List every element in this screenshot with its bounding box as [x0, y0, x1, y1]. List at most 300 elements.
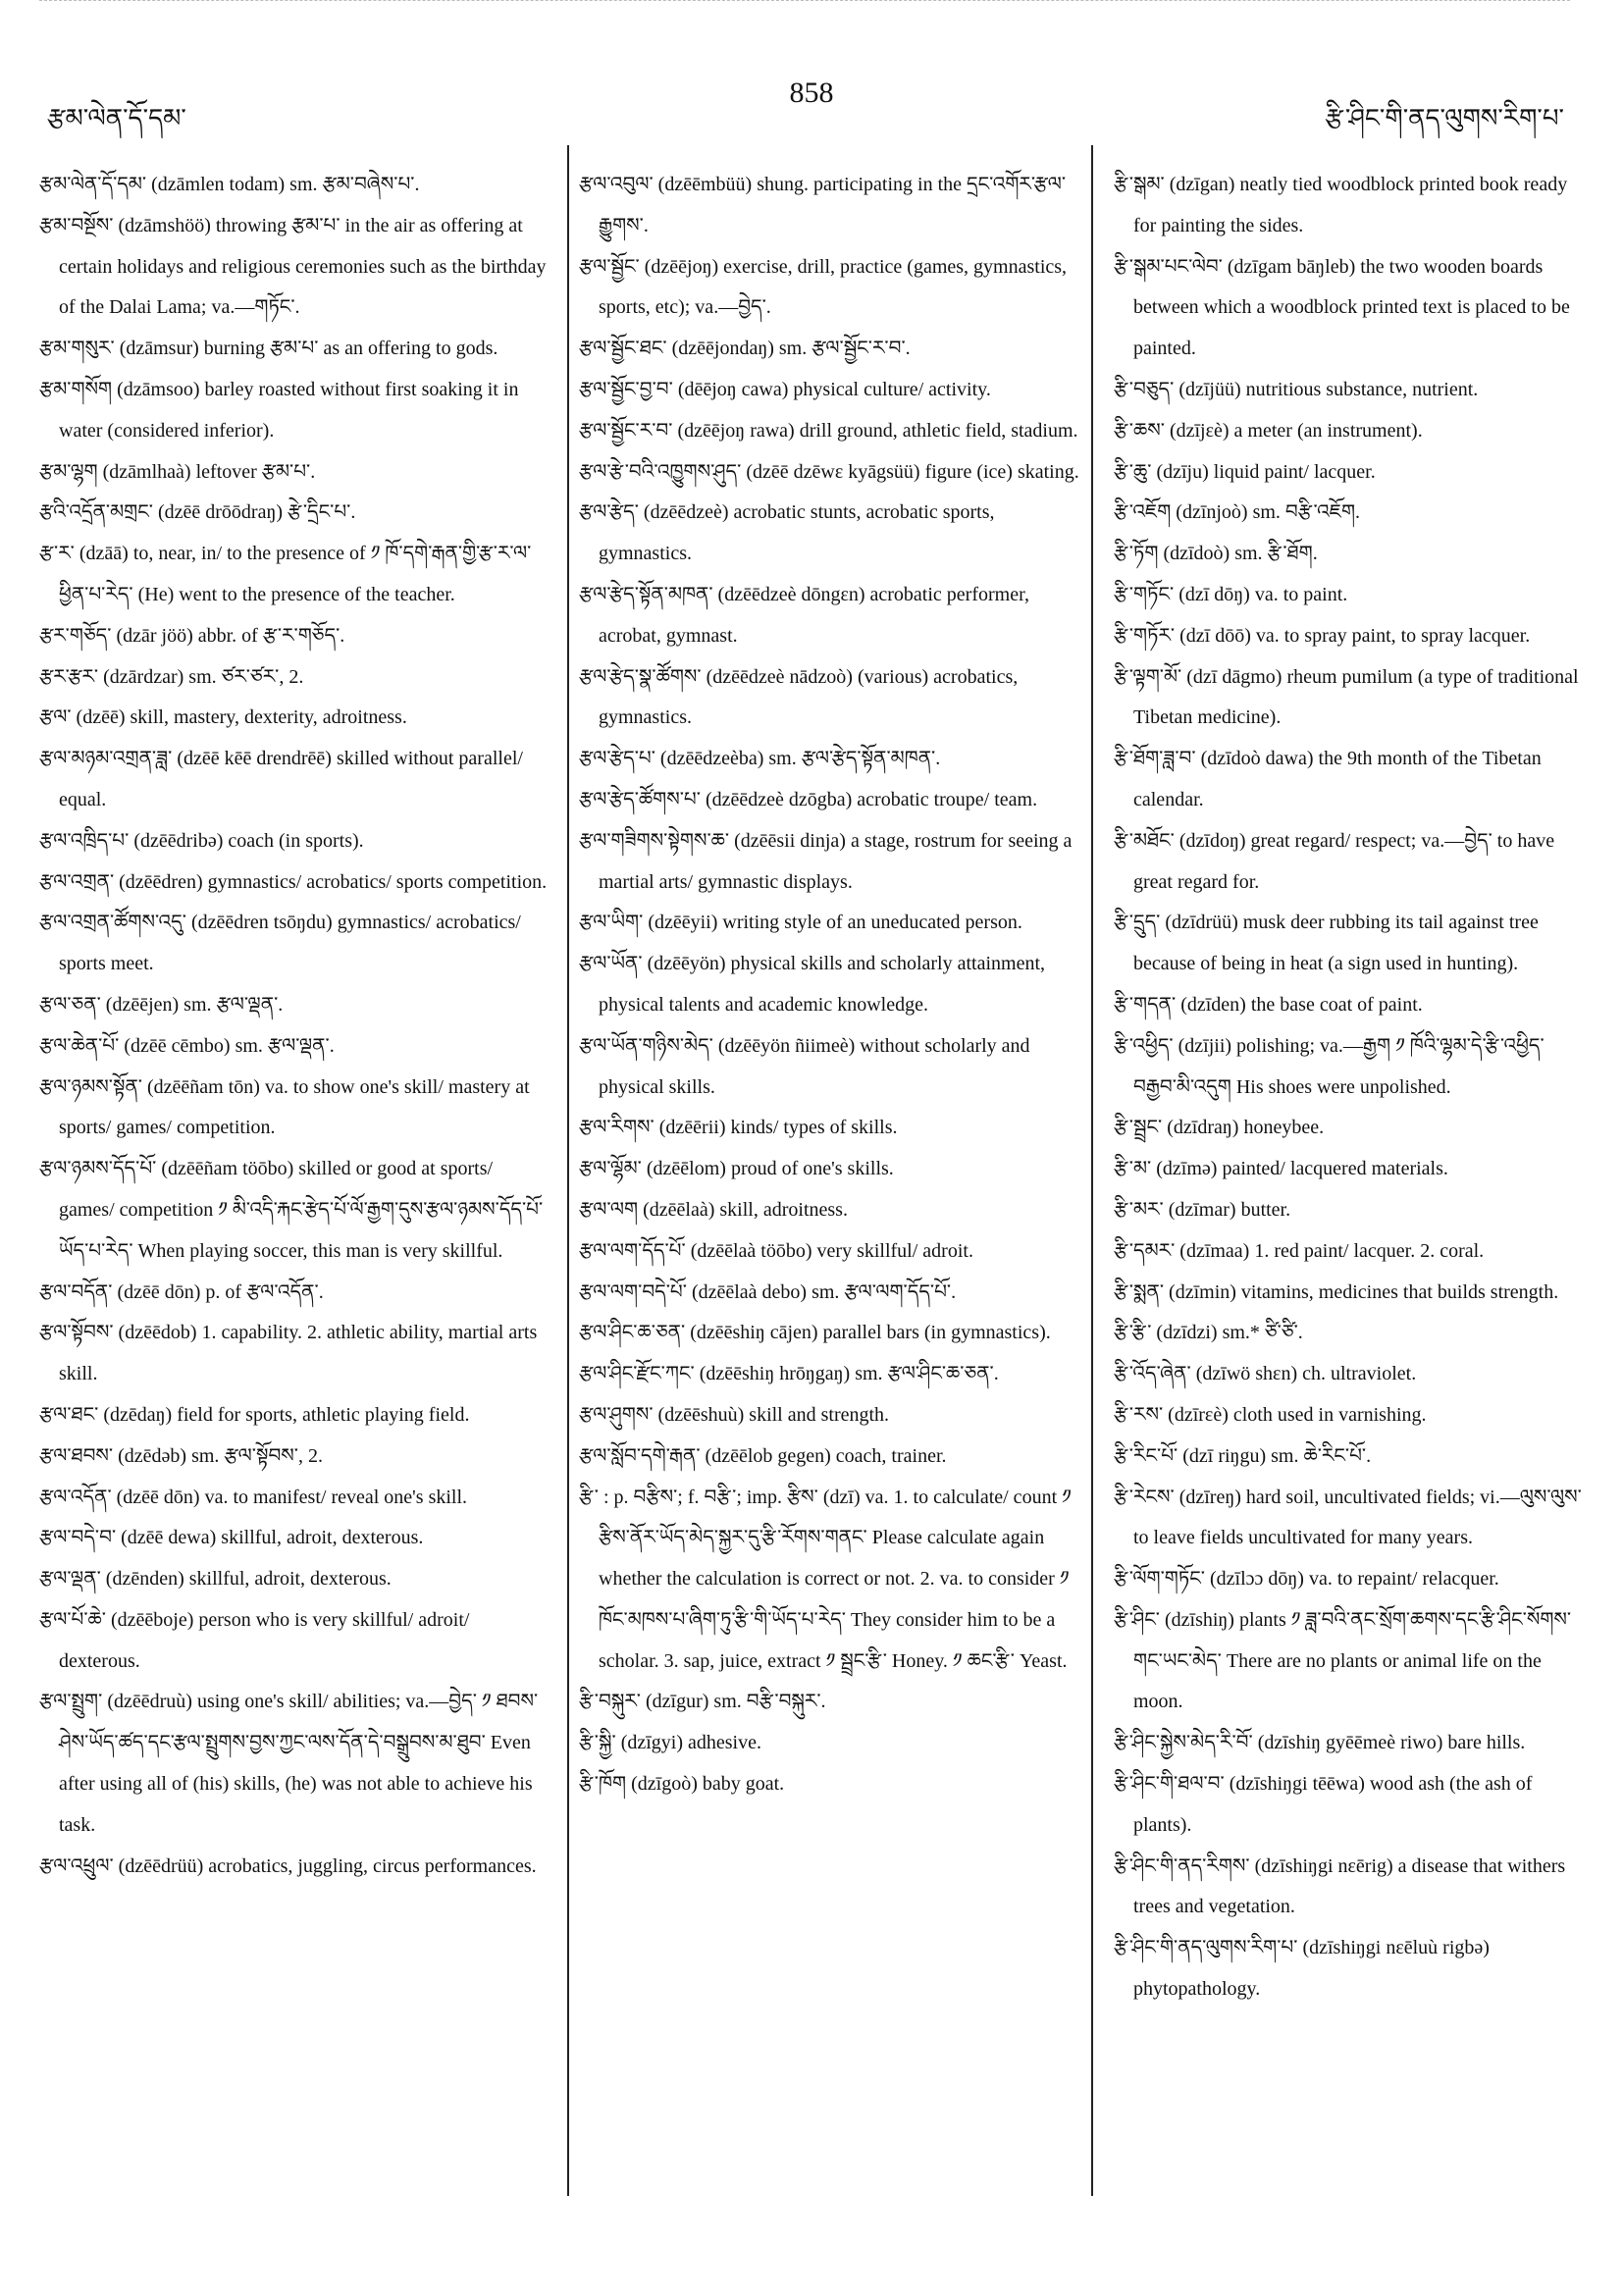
entry-headword: རྩལ་སློབ་དགེ་རྒན་ [579, 1444, 701, 1467]
entry-pronunciation: (dzēdəb) [118, 1444, 187, 1467]
dictionary-entry [39, 1068, 550, 1150]
entry-pronunciation: (dzēē kēē drendrēē) [177, 748, 332, 770]
entry-definition: without scholarly and physical skills. [599, 1034, 1030, 1098]
entry-headword: རྩལ་འགྲན་ [39, 870, 115, 893]
dictionary-entry [1114, 1026, 1585, 1109]
dictionary-entry [579, 370, 1089, 411]
entry-pronunciation: (dzēēboje) [110, 1608, 194, 1631]
entry-headword: རྩལ་ཉམས་སྟོན་ [39, 1075, 142, 1098]
dictionary-entry [39, 1682, 550, 1846]
entry-headword: རྩལ་འབུལ་ [579, 174, 654, 195]
entry-headword: རྩི་ཆུ་ [1114, 460, 1152, 483]
entry-definition: throwing རྩམ་པ་ in the air as offering at certain holidays and religious ceremonies such as the birthday of the Dalai Lama; va.—གཏོང་. [59, 214, 547, 319]
entry-definition: va. to manifest/ reveal one's skill. [204, 1486, 468, 1508]
dictionary-entry [1114, 1149, 1585, 1190]
dictionary-entry [1114, 370, 1585, 411]
dictionary-entry [579, 165, 1089, 247]
entry-headword: རྩལ་ཡོན་ [579, 953, 643, 975]
dictionary-entry [579, 1764, 1089, 1805]
entry-definition: sm. རྩམ་བཞེས་པ་. [289, 174, 420, 195]
entry-pronunciation: (dzēēñam töōbo) [161, 1158, 294, 1180]
entry-definition: skillful, adroit, dexterous. [221, 1527, 424, 1549]
dictionary-entry [39, 1559, 550, 1600]
entry-definition: ch. ultraviolet. [1302, 1363, 1417, 1385]
entry-pronunciation: (dzījii) [1178, 1034, 1232, 1057]
entry-headword: རྩི་འཇོག [1114, 501, 1172, 524]
dictionary-entry [579, 329, 1089, 370]
entry-pronunciation: (dzēējen) [105, 993, 180, 1016]
entry-headword: རྩལ་ཅན་ [39, 993, 101, 1016]
entry-headword: རྩའི་འདྲོན་མགྲང་ [39, 501, 153, 524]
entry-headword: རྩལ་རྩེད་སྣ་ཚོགས་ [579, 665, 702, 688]
entry-definition: a meter (an instrument). [1233, 419, 1423, 442]
entry-pronunciation: (dzīmin) [1169, 1280, 1236, 1303]
entry-pronunciation: (dzī dōŋ) [1178, 583, 1250, 605]
dictionary-entry [1114, 411, 1585, 452]
entry-definition: baby goat. [702, 1773, 785, 1796]
entry-definition: sm. ཙར་ཙར་, 2. [188, 665, 304, 688]
entry-headword: རྩི་སྨན་ [1114, 1280, 1165, 1303]
dictionary-entry [579, 1149, 1089, 1190]
entry-definition: field for sports, athletic playing field. [177, 1403, 470, 1426]
entry-definition: sm. རྩལ་ཤིང་ཆ་ཅན་. [855, 1363, 999, 1385]
entry-headword: རྩི་བཅུད་ [1114, 378, 1175, 400]
entry-pronunciation: (dzēēlaà töōbo) [690, 1239, 812, 1262]
dictionary-entry [39, 1600, 550, 1683]
entry-pronunciation: (dzīshiŋ gyēēmeè riwo) [1257, 1732, 1443, 1754]
dictionary-entry [1114, 657, 1585, 740]
dictionary-entry [1114, 1313, 1585, 1354]
entry-headword: རྩི་ཁོག [579, 1773, 627, 1796]
entry-headword: རྩལ་འཁྲིད་པ་ [39, 829, 130, 852]
entry-pronunciation: (dzēēlaà) [643, 1198, 715, 1221]
dictionary-entry [39, 862, 550, 904]
entry-definition: va. 1. to calculate/ count ༡ རྩིས་ནོར་ཡོད་མེད་སྐྱར་དུ་རྩི་རོགས་གནང་ Please calculate again whether the calculation is correct or not. 2. va. to consider ༡ ཁོང་མཁས་པ་ཞིག་ཏུ་རྩི་གི་ཡོད་པ་རེད་ They consider him to be a scholar. 3. sap, juice, extract ༡ སྦྲང་རྩི་ Honey. ༡ ཆང་རྩི་ Yeast. [599, 1486, 1072, 1672]
entry-pronunciation: (dzīdoò dawa) [1200, 748, 1314, 770]
entry-definition: nutritious substance, nutrient. [1245, 378, 1479, 400]
entry-definition: hard soil, uncultivated fields; vi.—ལུས་ལུས་ to leave fields uncultivated for many years. [1133, 1486, 1582, 1549]
entry-definition: leftover རྩམ་པ་. [195, 460, 316, 483]
entry-headword: རྩལ་ལྡན་ [39, 1568, 101, 1591]
entry-pronunciation: (dzēēlob gegen) [705, 1444, 831, 1467]
entry-pronunciation: (dzēēdren) [119, 870, 203, 893]
entry-headword: རྩལ་ཤིང་རྫོང་ཀང་ [579, 1363, 695, 1385]
entry-headword: རྩི་ [579, 1486, 599, 1508]
entry-headword: རྩམ་གསུར་ [39, 338, 115, 360]
entry-headword: རྩི་སྒམ་པང་ལེབ་ [1114, 255, 1223, 278]
entry-definition: musk deer rubbing its tail against tree because of being in heat (a sign used in hunting). [1133, 912, 1539, 975]
entry-pronunciation: (dzī dōō) [1179, 624, 1251, 647]
dictionary-entry [579, 739, 1089, 780]
entry-headword: རྩི་ལོག་གཏོང་ [1114, 1568, 1205, 1591]
dictionary-entry [39, 1313, 550, 1395]
entry-pronunciation: (dzēēdzeè nādzoò) [706, 665, 853, 688]
dictionary-entry [39, 206, 550, 329]
entry-headword: རྩལ་འགྲན་ཚོགས་འདུ་ [39, 912, 186, 934]
entry-headword: རྩི་མར་ [1114, 1198, 1164, 1221]
entry-pronunciation: (dzēdaŋ) [103, 1403, 173, 1426]
dictionary-entry [579, 821, 1089, 904]
entry-pronunciation: (dzāmshöö) [118, 214, 211, 236]
dictionary-entry [39, 165, 550, 206]
entry-definition: physical skills and scholarly attainment, physical talents and academic knowledge. [599, 953, 1046, 1016]
dictionary-entry [1114, 1764, 1585, 1847]
entry-headword: རྩི་རྩི་ [1114, 1322, 1152, 1344]
entry-definition: phytopathology. [1133, 1978, 1261, 2001]
entry-definition: skillful, adroit, dexterous. [188, 1568, 392, 1591]
entry-definition: acrobatic stunts, acrobatic sports, gymnastics. [599, 501, 995, 565]
entry-definition: person who is very skillful/ adroit/ dexterous. [59, 1608, 470, 1672]
entry-pronunciation: (dzēēyön) [647, 953, 726, 975]
top-border [39, 0, 1570, 1]
dictionary-entry [579, 1273, 1089, 1314]
dictionary-entry [579, 1478, 1089, 1683]
entry-headword: རྩལ་སྦྱོང་ཐང་ [579, 338, 667, 360]
dictionary-entry [579, 1395, 1089, 1436]
dictionary-entry [579, 1108, 1089, 1149]
entry-definition: sm. རྩལ་ལྡན་. [235, 1034, 335, 1057]
dictionary-entry [1114, 1723, 1585, 1764]
entry-headword: རྩར་རྩར་ [39, 665, 99, 688]
entry-headword: རྩི་འཕྱིད་ [1114, 1034, 1174, 1057]
dictionary-entry [579, 411, 1089, 452]
entry-definition: sm. རྩལ་སྦྱོང་ར་བ་. [778, 338, 911, 360]
entry-headword: རྩལ་འཕྲུལ་ [39, 1854, 114, 1877]
dictionary-entry [579, 1313, 1089, 1354]
entry-headword: རྩི་རས་ [1114, 1403, 1164, 1426]
dictionary-entry [39, 534, 550, 616]
dictionary-entry [39, 1847, 550, 1888]
dictionary-entry [1114, 1478, 1585, 1560]
entry-definition: sm. རྩལ་སྟོབས་, 2. [191, 1444, 323, 1467]
dictionary-entry [1114, 493, 1585, 534]
entry-definition: skill and strength. [749, 1403, 890, 1426]
entry-pronunciation: (dzēēdzeè dzōgba) [705, 788, 853, 810]
dictionary-entry [39, 1518, 550, 1559]
entry-definition: sm. རྩལ་ལྡན་. [183, 993, 284, 1016]
entry-definition: (various) acrobatics, gymnastics. [599, 665, 1019, 729]
entry-definition: kinds/ types of skills. [730, 1117, 898, 1139]
entry-definition: neatly tied woodblock printed book ready for painting the sides. [1133, 174, 1568, 236]
entry-headword: རྩི་རིང་པོ་ [1114, 1444, 1178, 1467]
entry-headword: རྩལ་ཤུགས་ [579, 1403, 654, 1426]
entry-pronunciation: (dzāmsur) [119, 338, 199, 360]
entry-headword: རྩལ་ [39, 706, 72, 729]
entry-headword: རྩམ་ལེན་དོ་དམ་ [39, 174, 147, 195]
entry-pronunciation: (dzīreŋ) [1178, 1486, 1241, 1508]
entry-definition: shung. participating in the དྲང་འགོར་རྩལ་རྒྱུགས་. [599, 174, 1067, 236]
entry-headword: རྩལ་སྦྱོང་བྱ་བ་ [579, 378, 673, 400]
dictionary-entry [1114, 1273, 1585, 1314]
entry-definition: to, near, in/ to the presence of ༡ ཁོ་དགེ་རྒན་གྱི་རྩ་ར་ལ་ཕྱིན་པ་རེད་ (He) went to the presence of the teacher. [59, 543, 532, 605]
entry-headword: རྩི་མཐོང་ [1114, 829, 1175, 852]
entry-definition: vitamins, medicines that builds strength. [1240, 1280, 1559, 1303]
dictionary-entry [1114, 247, 1585, 370]
dictionary-entry [579, 452, 1089, 494]
entry-headword: རྩལ་རྩེད་ [579, 501, 639, 524]
entry-definition: gymnastics/ acrobatics/ sports competition. [207, 870, 548, 893]
dictionary-entry [579, 780, 1089, 821]
dictionary-entry [39, 1436, 550, 1478]
entry-headword: རྩི་ཤིང་སྐྱེས་མེད་རི་བོ་ [1114, 1732, 1253, 1754]
entry-headword: རྩི་གདན་ [1114, 993, 1177, 1016]
dictionary-column-3 [1114, 165, 1585, 2010]
entry-pronunciation: (dzēēdzeè) [643, 501, 729, 524]
entry-headword: རྩལ་སྟོབས་ [39, 1322, 114, 1344]
entry-definition: polishing; va.—རྒྱག ༡ ཁོའི་ལྷམ་དེ་རྩི་འཕྱིད་བརྒྱབ་མི་འདུག His shoes were unpolished. [1133, 1034, 1544, 1098]
dictionary-entry [39, 493, 550, 534]
entry-pronunciation: (dzēēdob) [118, 1322, 197, 1344]
entry-definition: va. to repaint/ relacquer. [1308, 1568, 1499, 1591]
entry-headword: རྩི་འོད་ཞེན་ [1114, 1363, 1191, 1385]
entry-pronunciation: (dzēēdruù) [107, 1691, 192, 1713]
entry-pronunciation: (dzēērii) [658, 1117, 726, 1139]
entry-definition: coach (in sports). [228, 829, 364, 852]
dictionary-entry [579, 1354, 1089, 1395]
entry-definition: skill, mastery, dexterity, adroitness. [130, 706, 407, 729]
dictionary-entry [579, 493, 1089, 575]
dictionary-entry [1114, 1559, 1585, 1600]
dictionary-entry [39, 1478, 550, 1519]
entry-definition: liquid paint/ lacquer. [1213, 460, 1376, 483]
entry-pronunciation: (dzēēdzeè dōngεn) [717, 583, 865, 605]
entry-pronunciation: (dzīshiŋgi nεērig) [1254, 1854, 1393, 1877]
entry-pronunciation: : p. བརྩིས་; f. བརྩི་; imp. རྩིས་ (dzī) [603, 1486, 861, 1508]
entry-headword: རྩི་ཤིང་ [1114, 1608, 1160, 1631]
page-number: 858 [789, 77, 834, 109]
entry-pronunciation: (dzīshiŋgi nεēluù rigbə) [1302, 1937, 1490, 1959]
entry-definition: acrobatic performer, acrobat, gymnast. [599, 583, 1029, 647]
dictionary-entry [1114, 1354, 1585, 1395]
entry-pronunciation: (dzēēshiŋ hrōŋgaŋ) [699, 1363, 851, 1385]
header-left-guideword: རྩམ་ལེན་དོ་དམ་ [47, 104, 186, 132]
entry-pronunciation: (dzēnden) [105, 1568, 184, 1591]
entry-pronunciation: (dzīrεè) [1168, 1403, 1229, 1426]
entry-definition: the two wooden boards between which a woodblock printed text is placed to be painted. [1133, 255, 1570, 360]
entry-pronunciation: (dzēēsii dinja) [734, 829, 846, 852]
entry-definition: burning རྩམ་པ་ as an offering to gods. [203, 338, 498, 360]
entry-headword: རྩལ་ལག [579, 1198, 639, 1221]
entry-pronunciation: (dzāmsoo) [117, 378, 200, 400]
dictionary-entry [1114, 985, 1585, 1026]
entry-pronunciation: (dzēē cēmbo) [124, 1034, 231, 1057]
entry-headword: རྩལ་རྩེད་སྟོན་མཁན་ [579, 583, 713, 605]
entry-definition: using one's skill/ abilities; va.—བྱེད་ ༡ ཐབས་ཤེས་ཡོད་ཚད་དང་རྩལ་སྤྲུགས་བྱས་ཀྱང་ལས་དོན་དེ་བསྒྲུབས་མ་ཐུབ་ Even after using all of (his) skills, (he) was not able to achieve his task. [59, 1691, 539, 1836]
entry-headword: རྩམ་བསྔོས་ [39, 214, 114, 236]
entry-headword: རྩལ་ཤིང་ཆ་ཅན་ [579, 1322, 686, 1344]
dictionary-entry [1114, 1847, 1585, 1929]
entry-headword: རྩལ་རྩེ་བའི་འཁྱུགས་ཤུད་ [579, 460, 742, 483]
entry-definition: painted/ lacquered materials. [1222, 1158, 1448, 1180]
entry-pronunciation: (dzījüü) [1178, 378, 1241, 400]
entry-pronunciation: (dzī riŋgu) [1182, 1444, 1267, 1467]
entry-pronunciation: (dzīgam bāŋleb) [1227, 255, 1356, 278]
entry-definition: plants ༡ ཟླ་བའི་ནང་སྲོག་ཆགས་དང་རྩི་ཤིང་སོགས་གང་ཡང་མེད་ There are no plants or animal life on the moon. [1133, 1608, 1572, 1713]
header-right-guideword: རྩི་ཤིང་གི་ནད་ལུགས་རིག་པ་ [1325, 104, 1564, 132]
entry-definition: adhesive. [688, 1732, 761, 1754]
entry-definition: exercise, drill, practice (games, gymnastics, sports, etc); va.—བྱེད་. [599, 255, 1068, 319]
dictionary-entry [39, 698, 550, 739]
dictionary-entry [579, 1723, 1089, 1764]
entry-headword: རྩི་མ་ [1114, 1158, 1152, 1180]
entry-pronunciation: (dzīmə) [1156, 1158, 1218, 1180]
entry-headword: རྩལ་པོ་ཆེ་ [39, 1608, 106, 1631]
column-divider [1091, 145, 1093, 2196]
dictionary-entry [1114, 1190, 1585, 1231]
entry-definition: a disease that withers trees and vegetation. [1133, 1854, 1566, 1918]
dictionary-entry [579, 1190, 1089, 1231]
entry-pronunciation: (dzīshiŋ) [1164, 1608, 1234, 1631]
dictionary-entry [39, 370, 550, 452]
dictionary-entry [1114, 616, 1585, 657]
dictionary-entry [39, 821, 550, 862]
entry-pronunciation: (dzēē dōn) [116, 1486, 200, 1508]
dictionary-entry [1114, 903, 1585, 985]
entry-headword: རྩི་ཤིང་གི་ནད་རིགས་ [1114, 1854, 1250, 1877]
entry-pronunciation: (dzēē dzēwε kyāgsüü) [746, 460, 920, 483]
entry-pronunciation: (dzīnjoò) [1176, 501, 1248, 524]
entry-pronunciation: (dzīdraŋ) [1167, 1117, 1239, 1139]
entry-definition: figure (ice) skating. [924, 460, 1079, 483]
dictionary-entry [1114, 1600, 1585, 1723]
entry-definition: rheum pumilum (a type of traditional Tibetan medicine). [1133, 665, 1579, 729]
entry-pronunciation: (dzāmlen todam) [151, 174, 286, 195]
dictionary-entry [1114, 739, 1585, 821]
entry-definition: cloth used in varnishing. [1232, 1403, 1427, 1426]
entry-pronunciation: (dzār jöö) [116, 624, 193, 647]
entry-definition: bare hills. [1447, 1732, 1526, 1754]
entry-pronunciation: (dzēē dōn) [117, 1280, 201, 1303]
entry-pronunciation: (dzījεè) [1169, 419, 1230, 442]
entry-headword: རྩལ་རྩེད་པ་ [579, 748, 655, 770]
entry-pronunciation: (dzēējoŋ) [644, 255, 719, 278]
entry-definition: sm.* ཙི་ཙི་. [1222, 1322, 1303, 1344]
entry-pronunciation: (dzīgur) [645, 1691, 709, 1713]
entry-definition: va. to paint. [1254, 583, 1348, 605]
entry-pronunciation: (dzēē) [76, 706, 126, 729]
entry-definition: acrobatics, juggling, circus performances. [208, 1854, 537, 1877]
entry-headword: རྩི་དྲུད་ [1114, 912, 1161, 934]
dictionary-entry [39, 657, 550, 699]
entry-definition: skilled or good at sports/ games/ competition ༡ མི་འདི་རྐང་རྩེད་པོ་ལོ་རྒྱག་དུས་རྩལ་ཉམས་དོད་པོ་ཡོད་པ་རེད་ When playing soccer, this man is very skillful. [59, 1158, 544, 1262]
dictionary-column-1 [39, 165, 550, 1887]
entry-pronunciation: (dēējoŋ cawa) [677, 378, 789, 400]
dictionary-entry [579, 944, 1089, 1026]
entry-pronunciation: (dzīgoò) [631, 1773, 698, 1796]
entry-pronunciation: (dzēēmbüü) [657, 174, 753, 195]
entry-headword: རྩི་གཏོང་ [1114, 583, 1175, 605]
dictionary-entry [39, 1395, 550, 1436]
entry-pronunciation: (dzēēlom) [646, 1158, 726, 1180]
entry-headword: རྩལ་མཉམ་འགྲན་ཟླ་ [39, 748, 173, 770]
entry-pronunciation: (dzēēdzeèba) [659, 748, 764, 770]
entry-definition: sm. བརྩི་འཇོག. [1252, 501, 1361, 524]
entry-definition: sm. རྩལ་ལག་དོད་པོ་. [812, 1280, 957, 1303]
entry-headword: རྩལ་ཉམས་དོད་པོ་ [39, 1158, 157, 1180]
dictionary-entry [1114, 575, 1585, 616]
entry-headword: རྩི་རེངས་ [1114, 1486, 1175, 1508]
entry-definition: honeybee. [1243, 1117, 1325, 1139]
entry-pronunciation: (dzēēñam tōn) [147, 1075, 260, 1098]
entry-pronunciation: (dzīmaa) [1179, 1239, 1250, 1262]
dictionary-entry [1114, 1395, 1585, 1436]
entry-headword: རྩལ་ལྷོམ་ [579, 1158, 642, 1180]
entry-pronunciation: (dzīgyi) [620, 1732, 684, 1754]
entry-pronunciation: (dzēēyön ñiimeè) [717, 1034, 856, 1057]
entry-headword: རྩལ་ལག་བདེ་པོ་ [579, 1280, 687, 1303]
entry-headword: རྩལ་བདེ་བ་ [39, 1527, 117, 1549]
entry-pronunciation: (dzīshiŋgi tēēwa) [1229, 1773, 1365, 1796]
entry-headword: རྩར་གཅོད་ [39, 624, 112, 647]
entry-pronunciation: (dzāmlhaà) [102, 460, 191, 483]
entry-headword: རྩམ་གསོག [39, 378, 113, 400]
entry-pronunciation: (dzīwö shεn) [1195, 1363, 1298, 1385]
entry-headword: རྩི་ཤིང་གི་ཐལ་བ་ [1114, 1773, 1225, 1796]
column-divider [567, 145, 569, 2196]
entry-headword: རྩི་ཤིང་གི་ནད་ལུགས་རིག་པ་ [1114, 1937, 1298, 1959]
entry-definition: physical culture/ activity. [793, 378, 991, 400]
entry-headword: རྩལ་སྦྱོང་ [579, 255, 640, 278]
entry-definition: coach, trainer. [835, 1444, 947, 1467]
entry-definition: 1. red paint/ lacquer. 2. coral. [1254, 1239, 1485, 1262]
entry-definition: va. to spray paint, to spray lacquer. [1255, 624, 1531, 647]
entry-definition: abbr. of རྩ་ར་གཅོད་. [197, 624, 345, 647]
entry-definition: barley roasted without first soaking it in water (considered inferior). [59, 378, 519, 442]
entry-headword: རྩལ་བདོན་ [39, 1280, 113, 1303]
entry-pronunciation: (dzīdoò) [1163, 543, 1230, 565]
entry-headword: རྩི་ཆས་ [1114, 419, 1165, 442]
entry-pronunciation: (dzāā) [79, 543, 129, 565]
entry-definition: parallel bars (in gymnastics). [822, 1322, 1051, 1344]
dictionary-entry [579, 1682, 1089, 1723]
entry-definition: va. to show one's skill/ mastery at sports/ games/ competition. [59, 1075, 530, 1139]
entry-definition: drill ground, athletic field, stadium. [799, 419, 1078, 442]
dictionary-entry [579, 575, 1089, 657]
entry-pronunciation: (dzēēlaà debo) [691, 1280, 808, 1303]
entry-headword: རྩལ་རིགས་ [579, 1117, 654, 1139]
entry-headword: རྩི་སྦྲང་ [1114, 1117, 1163, 1139]
entry-definition: a stage, rostrum for seeing a martial arts/ gymnastic displays. [599, 829, 1073, 893]
dictionary-entry [579, 657, 1089, 740]
entry-pronunciation: (dzīlɔɔ dōŋ) [1209, 1568, 1304, 1591]
entry-pronunciation: (dzīden) [1180, 993, 1246, 1016]
entry-headword: རྩལ་ཆེན་པོ་ [39, 1034, 120, 1057]
page-header [0, 0, 1623, 137]
entry-pronunciation: (dzīdrüü) [1165, 912, 1238, 934]
entry-headword: རྩི་བསྐུར་ [579, 1691, 641, 1713]
entry-definition: p. of རྩལ་འདོན་. [205, 1280, 324, 1303]
entry-definition: the 9th month of the Tibetan calendar. [1133, 748, 1542, 810]
entry-headword: རྩལ་སྤྲུག་ [39, 1691, 103, 1713]
entry-headword: རྩལ་ཐབས་ [39, 1444, 114, 1467]
dictionary-entry [579, 1026, 1089, 1109]
dictionary-entry [1114, 1436, 1585, 1478]
dictionary-entry [1114, 1108, 1585, 1149]
dictionary-entry [1114, 452, 1585, 494]
entry-headword: རྩི་ཐོག་ཟླ་བ་ [1114, 748, 1196, 770]
entry-pronunciation: (dzīdzi) [1156, 1322, 1218, 1344]
entry-pronunciation: (dzēēdribə) [133, 829, 224, 852]
dictionary-entry [39, 452, 550, 494]
entry-definition: writing style of an uneducated person. [722, 912, 1022, 934]
dictionary-entry [1114, 534, 1585, 575]
entry-pronunciation: (dzēēshiŋ cājen) [690, 1322, 818, 1344]
entry-pronunciation: (dzēējondaŋ) [671, 338, 774, 360]
entry-headword: རྩལ་འདོན་ [39, 1486, 112, 1508]
entry-definition: 1. capability. 2. athletic ability, martial arts skill. [59, 1322, 538, 1385]
entry-definition: the base coat of paint. [1250, 993, 1423, 1016]
entry-pronunciation: (dzēējoŋ rawa) [677, 419, 795, 442]
